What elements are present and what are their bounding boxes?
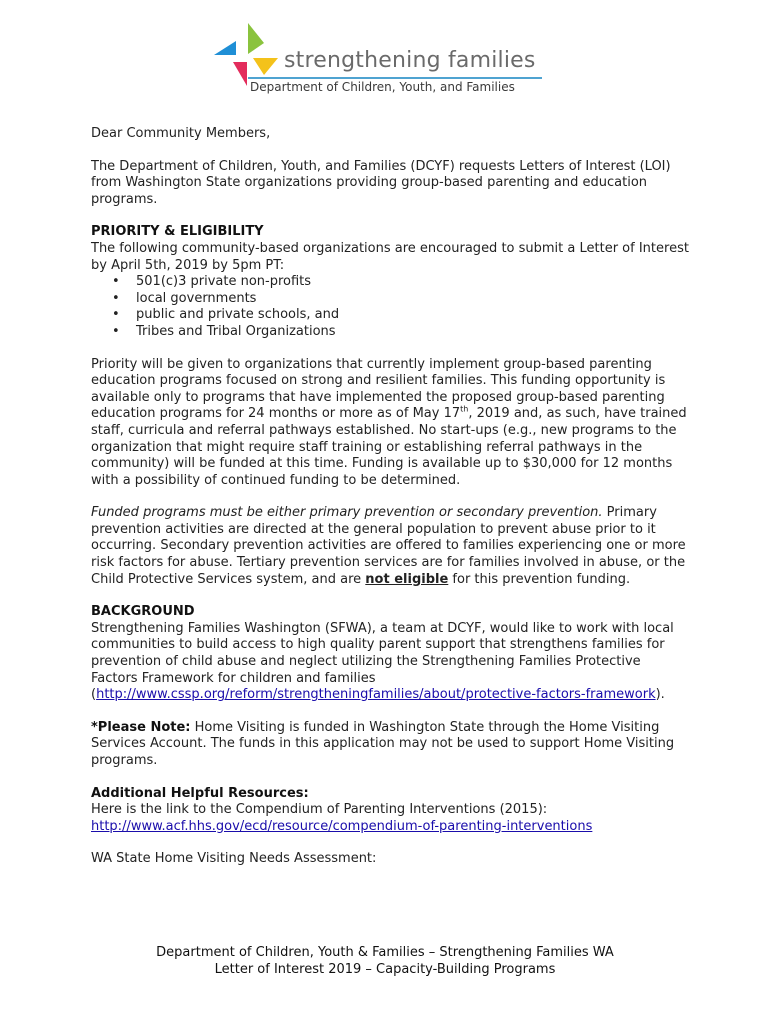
- bullet-icon: •: [112, 274, 120, 290]
- bullet-icon: •: [112, 307, 120, 323]
- needs-assessment-label: WA State Home Visiting Needs Assessment:: [91, 851, 377, 867]
- cssp-framework-link[interactable]: http://www.cssp.org/reform/strengtheningfamilies/about/protective-factors-framework: [96, 687, 656, 703]
- resources-heading: Additional Helpful Resources:: [91, 785, 309, 801]
- prevention-paragraph: Funded programs must be either primary prevention or secondary prevention. Primary prevention activities are directed at the general population to prevent abuse prior to it occurring. Secondary prevention activities are offered to families experiencing one or more risk factors for abuse. Tertiary prevention services are for families involved in abuse, or the Child Protective Services system, and are not eligible for this prevention funding.: [91, 505, 686, 587]
- intro-paragraph: The Department of Children, Youth, and Families (DCYF) requests Letters of Interest (LOI) from Washington State organizations providing group-based parenting and education programs.: [91, 158, 671, 207]
- eligible-org-list: [91, 274, 691, 340]
- compendium-link[interactable]: http://www.acf.hhs.gov/ecd/resource/compendium-of-parenting-interventions: [91, 818, 593, 834]
- footer-line-1: Department of Children, Youth & Families – Strengthening Families WA: [156, 945, 614, 960]
- salutation: Dear Community Members,: [91, 126, 271, 141]
- resources-intro: Here is the link to the Compendium of Parenting Interventions (2015):: [91, 802, 548, 818]
- list-item: • local governments: [112, 290, 257, 306]
- please-note-label: *Please Note:: [91, 719, 191, 735]
- background-heading: BACKGROUND: [91, 604, 195, 620]
- priority-intro: The following community-based organizations are encouraged to submit a Letter of Interest by April 5th, 2019 by 5pm PT:: [91, 240, 689, 273]
- please-note-paragraph: *Please Note: Home Visiting is funded in Washington State through the Home Visiting Services Account. The funds in this application may not be used to support Home Visiting programs.: [91, 719, 675, 768]
- strengthening-families-logo: [214, 22, 554, 94]
- logo-subtitle: Department of Children, Youth, and Families: [250, 80, 515, 94]
- list-item: • public and private schools, and: [112, 307, 340, 323]
- priority-paragraph: Priority will be given to organizations that currently implement group-based parenting education programs focused on strong and resilient families. This funding opportunity is available only to programs that have implemented the proposed group-based parenting education programs for 24 months or more as of May 17th, 2019 and, as such, have trained staff, curricula and referral pathways established. No start-ups (e.g., new programs to the organization that might require staff training or establishing referral pathways in the community) will be funded at this time. Funding is available up to $30,000 for 12 months with a possibility of continued funding to be determined.: [91, 356, 687, 488]
- priority-heading: PRIORITY & ELIGIBILITY: [91, 224, 264, 240]
- list-item: • Tribes and Tribal Organizations: [112, 323, 336, 339]
- page-footer: [0, 944, 770, 978]
- bullet-icon: •: [112, 290, 120, 306]
- letter-body: [91, 126, 691, 868]
- bullet-icon: •: [112, 323, 120, 339]
- footer-line-2: Letter of Interest 2019 – Capacity-Building Programs: [214, 962, 556, 977]
- prevention-requirement: Funded programs must be either primary prevention or secondary prevention.: [91, 505, 603, 521]
- background-paragraph: Strengthening Families Washington (SFWA), a team at DCYF, would like to work with local communities to build access to high quality parent support that strengthens families for prevention of child abuse and neglect utilizing the Strengthening Families Protective Factors Framework for children and families (http://www.cssp.org/reform/strengtheningfamilies/about/protective-factors-framework).: [91, 620, 674, 703]
- logo-title: strengthening families: [284, 48, 536, 73]
- list-item: • 501(c)3 private non-profits: [112, 274, 312, 290]
- not-eligible-emphasis: not eligible: [365, 571, 449, 587]
